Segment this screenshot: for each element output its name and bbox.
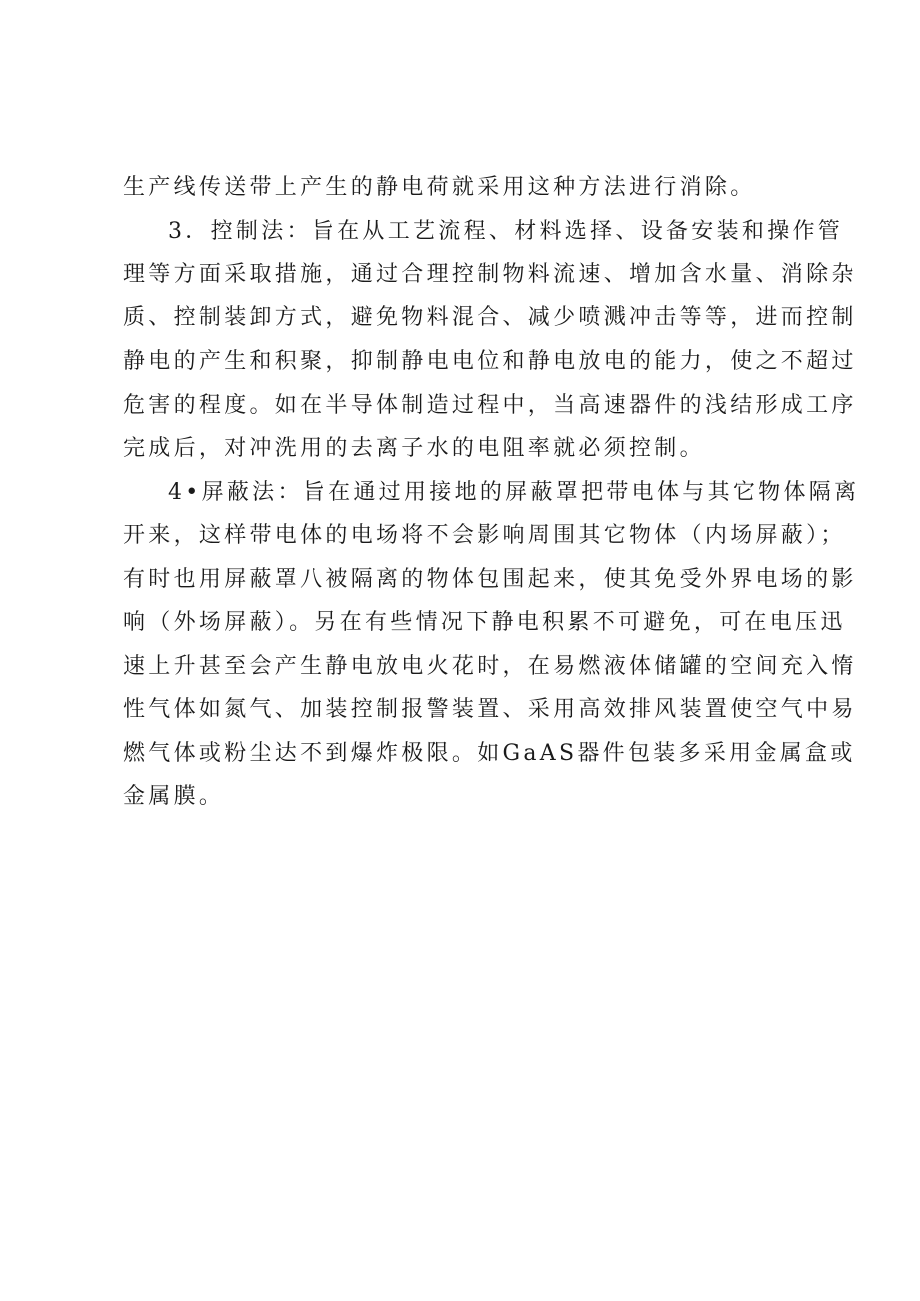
text-line: 开来，这样带电体的电场将不会影响周围其它物体（内场屏蔽）；: [123, 523, 846, 548]
text-line: 完成后，对冲洗用的去离子水的电阻率就必须控制。: [123, 436, 705, 461]
text-line: 性气体如氮气、加装控制报警装置、采用高效排风装置使空气中易: [123, 697, 857, 722]
text-line: 燃气体或粉尘达不到爆炸极限。如GaAS器件包装多采用金属盒或: [123, 741, 856, 766]
text-line: 理等方面采取措施，通过合理控制物料流速、增加含水量、消除杂: [123, 262, 857, 287]
text-line: 静电的产生和积聚，抑制静电电位和静电放电的能力，使之不超过: [123, 349, 857, 374]
text-line: 3．控制法：旨在从工艺流程、材料选择、设备安装和操作管: [168, 219, 844, 244]
text-line: 危害的程度。如在半导体制造过程中，当高速器件的浅结形成工序: [123, 393, 857, 418]
text-line: 4•屏蔽法：旨在通过用接地的屏蔽罩把带电体与其它物体隔离: [168, 480, 860, 505]
text-line: 金属膜。: [123, 784, 225, 809]
text-line: 生产线传送带上产生的静电荷就采用这种方法进行消除。: [123, 175, 756, 200]
text-line: 响（外场屏蔽）。另在有些情况下静电积累不可避免，可在电压迅: [123, 610, 846, 635]
text-line: 有时也用屏蔽罩八被隔离的物体包围起来，使其免受外界电场的影: [123, 567, 857, 592]
text-line: 速上升甚至会产生静电放电火花时，在易燃液体储罐的空间充入惰: [123, 654, 857, 679]
text-line: 质、控制装卸方式，避免物料混合、减少喷溅冲击等等，进而控制: [123, 305, 857, 330]
